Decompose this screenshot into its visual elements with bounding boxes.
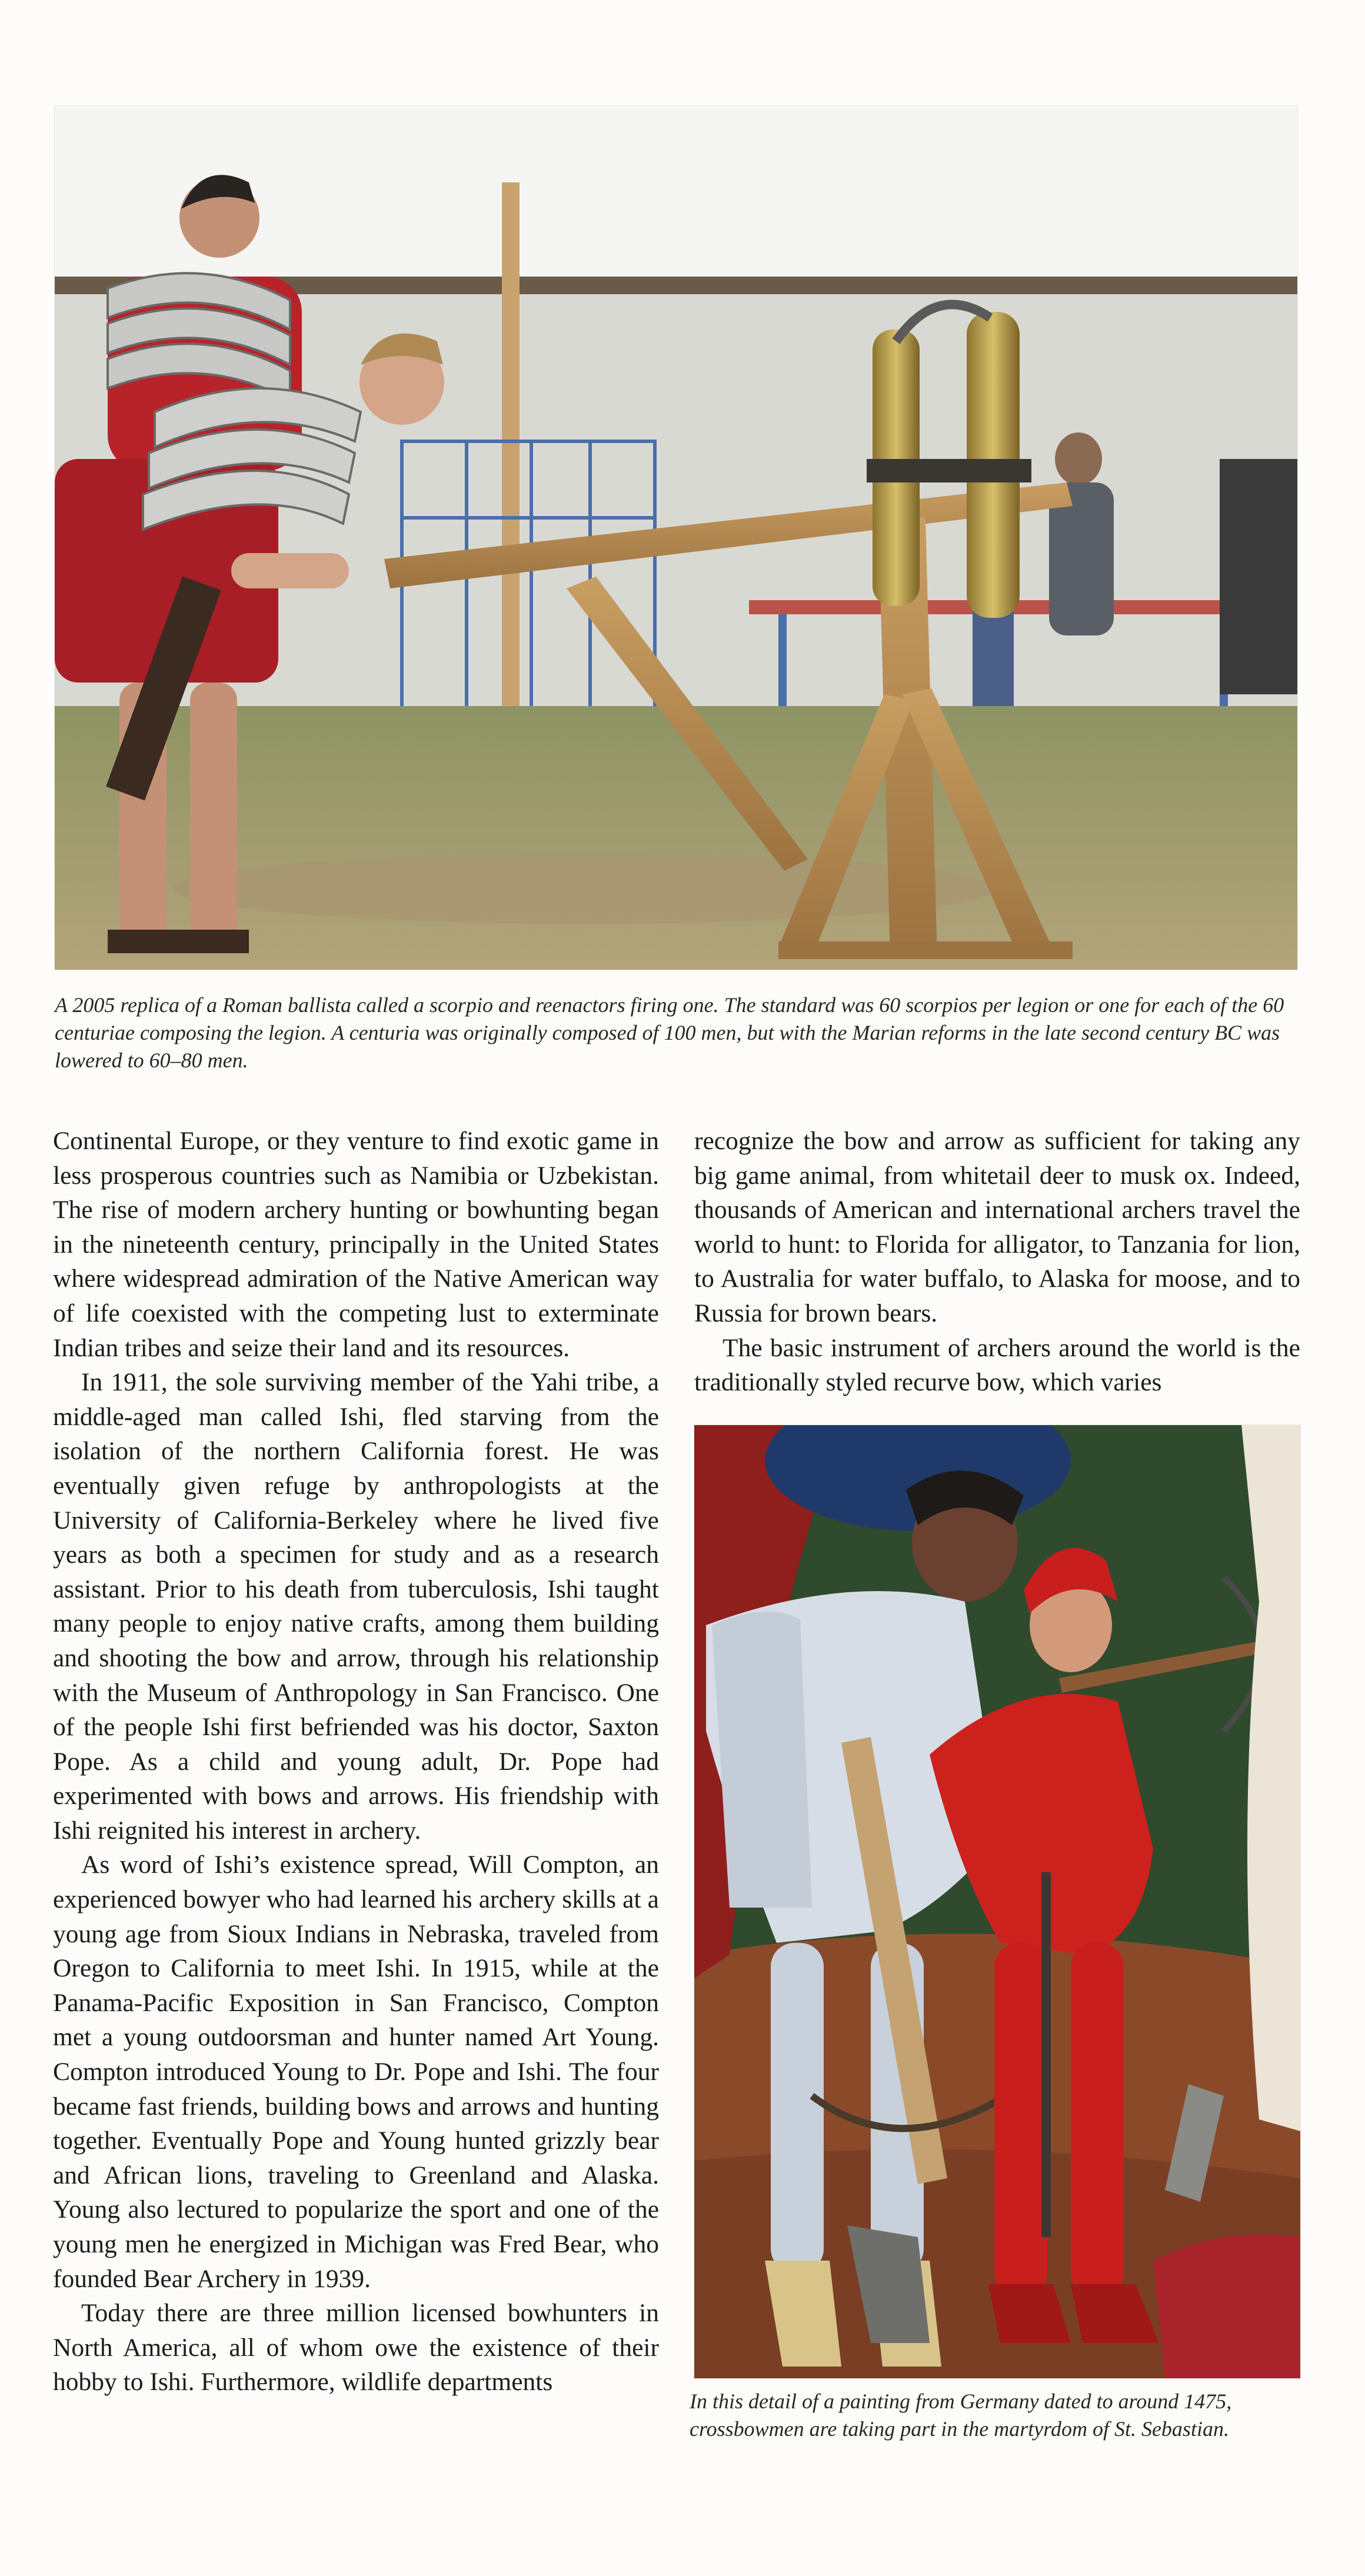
right-text-column <box>694 1124 1300 1400</box>
paragraph-recognize: recognize the bow and arrow as sufficient for taking any big game animal, from whitetail deer to musk ox. Indeed, thousands of American and international archers travel the world to hunt: to Florida for alligator, to Tanzania for lion, to Australia for water buffalo, to Alaska for moose, and to Russia for brown bears. <box>694 1127 1300 1327</box>
paragraph-ishi: In 1911, the sole surviving member of the Yahi tribe, a middle-aged man called Ishi, fled starving from the isolation of the northern California forest. He was eventually given refuge by anthropologists at the University of California-Berkeley where he lived five years as both a specimen for study and as a research assistant. Prior to his death from tuberculosis, Ishi taught many people to enjoy native crafts, among them building and shooting the bow and arrow, through his relationship with the Museum of Anthropology in San Francisco. One of the people Ishi first befriended was his doctor, Saxton Pope. As a child and young adult, Dr. Pope had experimented with bows and arrows. His friendship with Ishi reignited his interest in archery. <box>53 1368 659 1845</box>
painting-caption: In this detail of a painting from Germany dated to around 1475, crossbowmen are taking part in the martyrdom of St. Sebastian. <box>690 2389 1232 2441</box>
paragraph-recurve: The basic instrument of archers around the world is the traditionally styled recurve bow, which varies <box>694 1333 1300 1397</box>
paragraph-compton: As word of Ishi’s existence spread, Will Compton, an experienced bowyer who had learned his archery skills at a young age from Sioux Indians in Nebraska, traveled from Oregon to California to meet Ishi. In 1915, while at the Panama-Pacific Exposition in San Francisco, Compton met a young outdoorsman and hunter named Art Young. Compton introduced Young to Dr. Pope and Ishi. The four became fast friends, building bows and arrows and hunting together. Eventually Pope and Young hunted grizzly bear and African lions, traveling to Greenland and Alaska. Young also lectured to popularize the sport and one of the young men he energized in Michigan was Fred Bear, who founded Bear Archery in 1939. <box>53 1851 659 2293</box>
ballista-caption: A 2005 replica of a Roman ballista called a scorpio and reenactors firing one. The standard was 60 scorpios per legion or one for each of the 60 centuriae composing the legion. A centuria was originally composed of 100 men, but with the Marian reforms in the late second century BC was lowered to 60–80 men. <box>55 993 1284 1072</box>
crossbowmen-painting <box>694 1425 1300 2378</box>
paragraph-today: Today there are three million licensed bowhunters in North America, all of whom owe the existence of their hobby to Ishi. Furthermore, wildlife departments <box>53 2299 659 2397</box>
left-text-column <box>53 1124 659 2399</box>
paragraph-continental: Continental Europe, or they venture to find exotic game in less prosperous countries such as Namibia or Uzbekistan. The rise of modern archery hunting or bowhunting began in the nineteenth century, principally in the United States where widespread admiration of the Native American way of life coexisted with the competing lust to exterminate Indian tribes and seize their land and its resources. <box>53 1127 659 1362</box>
ballista-photo <box>55 106 1297 970</box>
